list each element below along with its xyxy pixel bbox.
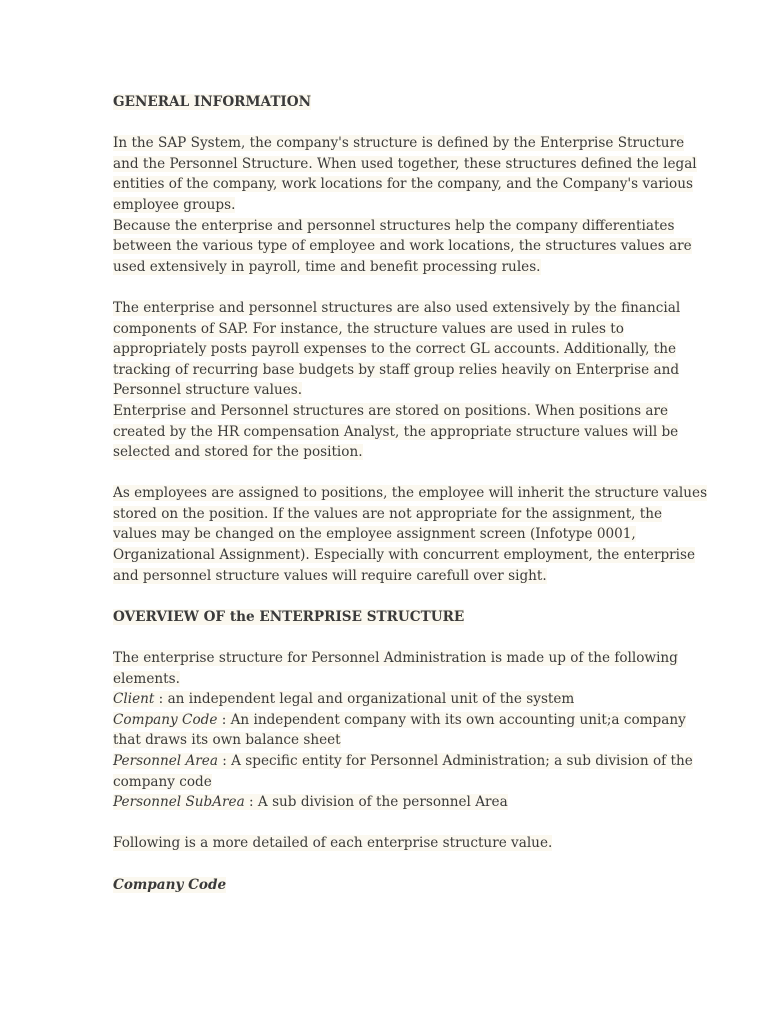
paragraph-line: Organizational Assignment). Especially with concurrent employment, the enterprise xyxy=(113,547,696,564)
paragraph-employee-assignment xyxy=(113,483,708,586)
paragraph-line: and personnel structure values will require carefull over sight. xyxy=(113,567,547,584)
paragraph-line: stored on the position. If the values are not appropriate for the assignment, the xyxy=(113,505,663,522)
definition-personnel-area xyxy=(113,751,693,772)
term-personnel-area: Personnel Area xyxy=(113,753,218,769)
spacer xyxy=(113,627,673,648)
paragraph-financial-components xyxy=(113,298,681,463)
term-company-code: Company Code xyxy=(113,711,218,728)
paragraph-line: used extensively in payroll, time and benefit processing rules. xyxy=(113,258,541,275)
definition-text: : A specific entity for Personnel Administration; a sub division of the xyxy=(217,753,693,769)
definition-text: : an independent legal and organizational unit of the system xyxy=(154,691,575,708)
paragraph-line: and the Personnel Structure. When used together, these structures defined the legal xyxy=(113,155,697,172)
paragraph-line: selected and stored for the position. xyxy=(113,444,363,461)
paragraph-structure-definition xyxy=(113,133,697,277)
spacer xyxy=(113,113,673,134)
paragraph-line: Because the enterprise and personnel structures help the company differentiates xyxy=(113,217,675,234)
spacer xyxy=(113,463,673,484)
term-personnel-subarea: Personnel SubArea xyxy=(113,794,245,811)
subheading-company-code: Company Code xyxy=(113,876,227,893)
section-heading-general-information: GENERAL INFORMATION xyxy=(113,94,312,110)
section-heading-overview: OVERVIEW OF the ENTERPRISE STRUCTURE xyxy=(113,608,465,625)
definition-list xyxy=(113,689,693,813)
spacer xyxy=(113,277,673,298)
paragraph-line: employee groups. xyxy=(113,196,236,213)
paragraph-line: created by the HR compensation Analyst, the appropriate structure values will be xyxy=(113,423,679,440)
definition-continuation: that draws its own balance sheet xyxy=(113,732,341,749)
definition-continuation: company code xyxy=(113,773,212,790)
paragraph-overview-intro xyxy=(113,648,678,689)
paragraph-line: appropriately posts payroll expenses to the correct GL accounts. Additionally, the xyxy=(113,341,677,358)
term-client: Client xyxy=(113,691,155,708)
document-body xyxy=(113,92,708,895)
definition-text: : A sub division of the personnel Area xyxy=(244,794,508,811)
paragraph-line: entities of the company, work locations for the company, and the Company's various xyxy=(113,176,693,193)
paragraph-line: elements. xyxy=(113,670,180,687)
spacer xyxy=(113,813,673,834)
definition-company-code xyxy=(113,710,686,731)
paragraph-line: The enterprise structure for Personnel Administration is made up of the following xyxy=(113,650,678,667)
paragraph-line: values may be changed on the employee assignment screen (Infotype 0001, xyxy=(113,526,636,543)
paragraph-line: between the various type of employee and work locations, the structures values are xyxy=(113,238,692,255)
definition-personnel-subarea xyxy=(113,792,673,813)
paragraph-line: The enterprise and personnel structures are also used extensively by the financial xyxy=(113,299,681,316)
paragraph-following: Following is a more detailed of each enterprise structure value. xyxy=(113,835,553,852)
spacer xyxy=(113,586,673,607)
paragraph-line: tracking of recurring base budgets by staff group relies heavily on Enterprise and xyxy=(113,361,680,378)
paragraph-line: Enterprise and Personnel structures are stored on positions. When positions are xyxy=(113,402,669,419)
definition-text: : An independent company with its own accounting unit;a company xyxy=(217,711,686,728)
paragraph-line: As employees are assigned to positions, the employee will inherit the structure values xyxy=(113,485,708,502)
spacer xyxy=(113,854,673,875)
paragraph-line: In the SAP System, the company's structure is defined by the Enterprise Structure xyxy=(113,135,685,152)
paragraph-line: components of SAP. For instance, the structure values are used in rules to xyxy=(113,320,624,337)
definition-client xyxy=(113,689,673,710)
paragraph-line: Personnel structure values. xyxy=(113,382,303,399)
